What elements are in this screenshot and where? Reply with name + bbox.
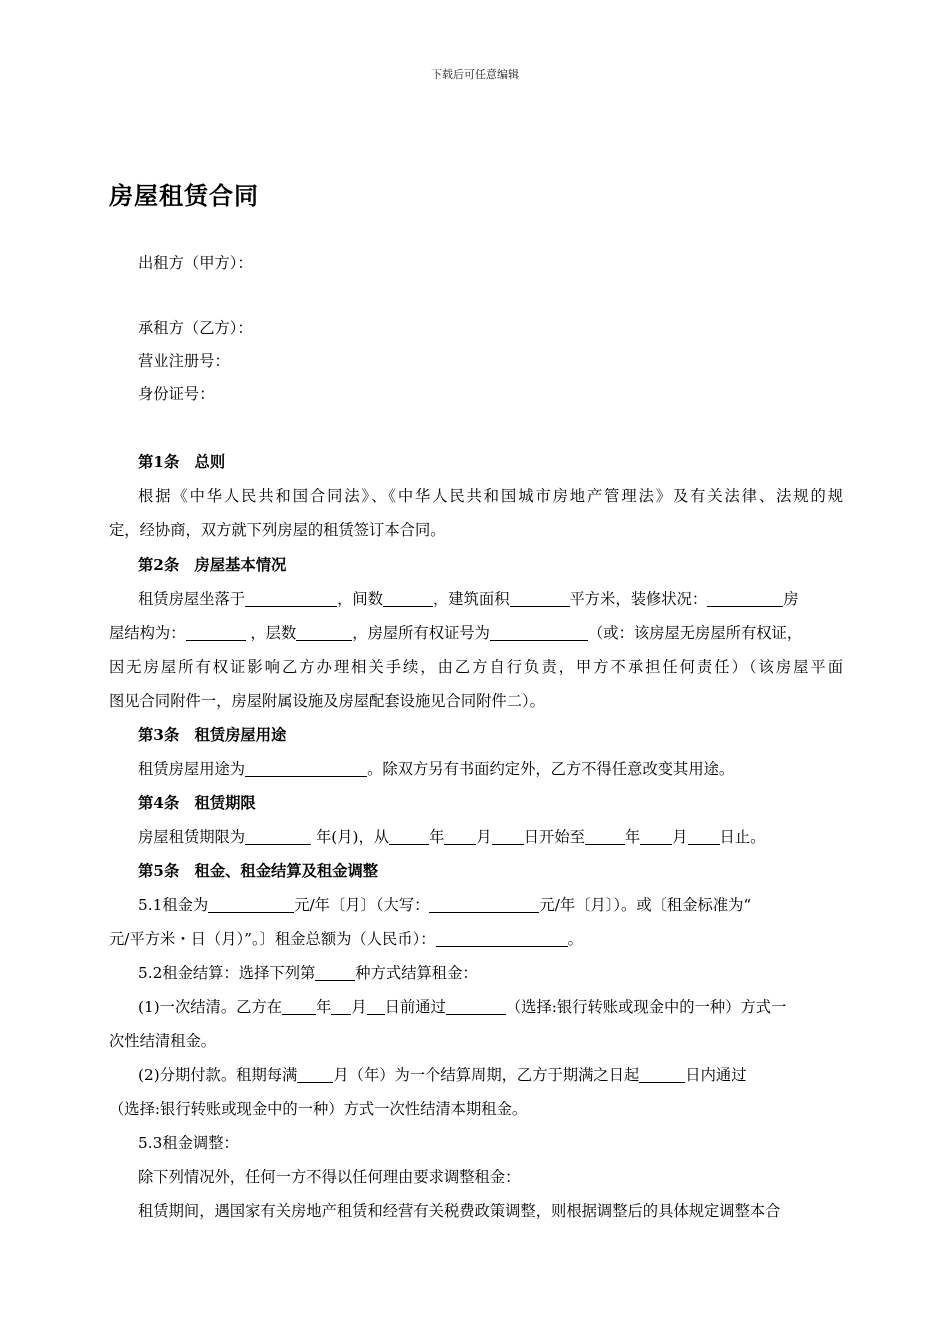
article-5-adjustment-heading: 5.3租金调整： [138,1134,239,1152]
document-title: 房屋租赁合同 [109,181,259,210]
article-3-line-1 [138,753,734,785]
end-year-blank[interactable] [585,827,625,845]
article-2-line-3: 因无房屋所有权证影响乙方办理相关手续，由乙方自行负责，甲方不承担任何责任）（该房屋平面 [109,658,843,676]
business-reg-label: 营业注册号： [138,352,230,370]
rent-total-blank[interactable] [436,929,568,947]
id-number-label: 身份证号： [138,385,215,403]
text: 房屋租赁期限为 [138,828,246,846]
text: 元/平方米・日（月）”。〕租金总额为（人民币）： [109,930,436,948]
text: 日开始至 [523,828,585,846]
article-2-heading: 第2条 房屋基本情况 [138,556,287,574]
pay-year-blank[interactable] [282,997,316,1015]
text: ，房屋所有权证号为 [352,624,490,642]
term-blank[interactable] [245,827,311,845]
article-3-heading: 第3条 租赁房屋用途 [138,726,287,744]
decoration-blank[interactable] [707,589,783,607]
floor-blank[interactable] [296,623,352,641]
article-2-line-2 [109,617,802,649]
text: 年 [316,998,332,1016]
location-blank[interactable] [245,589,337,607]
text: 月 [351,998,367,1016]
within-days-blank[interactable] [639,1065,685,1083]
article-5-settlement [138,957,478,989]
area-blank[interactable] [510,589,570,607]
text: 租赁房屋用途为 [138,760,246,778]
pay-method-blank[interactable] [446,997,506,1015]
start-month-blank[interactable] [444,827,476,845]
start-day-blank[interactable] [492,827,524,845]
article-5-rent-line-2 [109,923,583,955]
article-2-line-1 [138,583,799,615]
text: ，层数 [250,624,297,642]
text: 日止。 [719,828,766,846]
lessee-label: 承租方（乙方）： [138,319,253,337]
rent-capital-blank[interactable] [429,895,539,913]
text: (2)分期付款。租期每满 [138,1066,298,1084]
structure-blank[interactable] [186,623,246,641]
pay-month-blank[interactable] [331,997,351,1015]
end-month-blank[interactable] [640,827,672,845]
lessor-label: 出租方（甲方）： [138,254,253,272]
text: （选择:银行转账或现金中的一种）方式一 [505,998,787,1016]
settlement-option-blank[interactable] [315,963,355,981]
usage-blank[interactable] [245,759,367,777]
text: 。 [567,930,583,948]
text: ，间数 [337,590,383,608]
end-day-blank[interactable] [688,827,720,845]
article-5-heading: 第5条 租金、租金结算及租金调整 [138,862,379,880]
article-5-option-1-line-2: 次性结清租金。 [109,1032,217,1050]
text: 元/年〔月〕（大写： [294,896,430,914]
text: 种方式结算租金： [355,964,478,982]
text: 房 [783,590,799,608]
text: 平方米，装修状况： [569,590,708,608]
article-1-heading: 第1条 总则 [138,453,226,471]
text: 年(月)，从 [315,828,390,846]
article-5-rent-line-1 [138,889,751,921]
article-1-text-1: 根据《中华人民共和国合同法》、《中华人民共和国城市房地产管理法》及有关法律、法规的规 [138,487,843,505]
text: 。除双方另有书面约定外，乙方不得任意改变其用途。 [367,760,735,778]
text: 年 [429,828,445,846]
room-count-blank[interactable] [383,589,433,607]
article-5-option-1-line-1 [138,991,786,1023]
article-1-text-2: 定，经协商，双方就下列房屋的租赁签订本合同。 [109,521,446,539]
text: （或：该房屋无房屋所有权证， [587,624,803,642]
page-header-note: 下载后可任意编辑 [431,68,519,81]
ownership-cert-blank[interactable] [490,623,588,641]
text: 月 [476,828,492,846]
article-2-line-4: 图见合同附件一，房屋附属设施及房屋配套设施见合同附件二）。 [109,692,545,710]
text: 日前通过 [384,998,446,1016]
text: 月（年）为一个结算周期，乙方于期满之日起 [333,1066,640,1084]
text: 5.1租金为 [138,896,209,914]
text: 日内通过 [685,1066,747,1084]
article-5-option-2-line-1 [138,1059,747,1091]
article-4-heading: 第4条 租赁期限 [138,794,256,812]
article-5-adjustment-line-1: 除下列情况外，任何一方不得以任何理由要求调整租金： [138,1168,521,1186]
article-5-option-2-line-2: （选择:银行转账或现金中的一种）方式一次性结清本期租金。 [109,1100,528,1118]
text: 月 [672,828,688,846]
cycle-months-blank[interactable] [297,1065,333,1083]
start-year-blank[interactable] [389,827,429,845]
text: 元/年〔月〕）。或〔租金标准为“ [539,896,752,914]
article-4-line-1 [138,821,765,853]
text: 年 [624,828,641,846]
rent-amount-blank[interactable] [208,895,294,913]
text: 屋结构为： [109,624,186,642]
text: ，建筑面积 [433,590,510,608]
article-5-adjustment-line-2: 租赁期间，遇国家有关房地产租赁和经营有关税费政策调整，则根据调整后的具体规定调整本合 [138,1202,781,1220]
pay-day-blank[interactable] [367,997,385,1015]
text: 5.2租金结算：选择下列第 [138,964,316,982]
text: 租赁房屋坐落于 [138,590,246,608]
text: (1)一次结清。乙方在 [138,998,283,1016]
